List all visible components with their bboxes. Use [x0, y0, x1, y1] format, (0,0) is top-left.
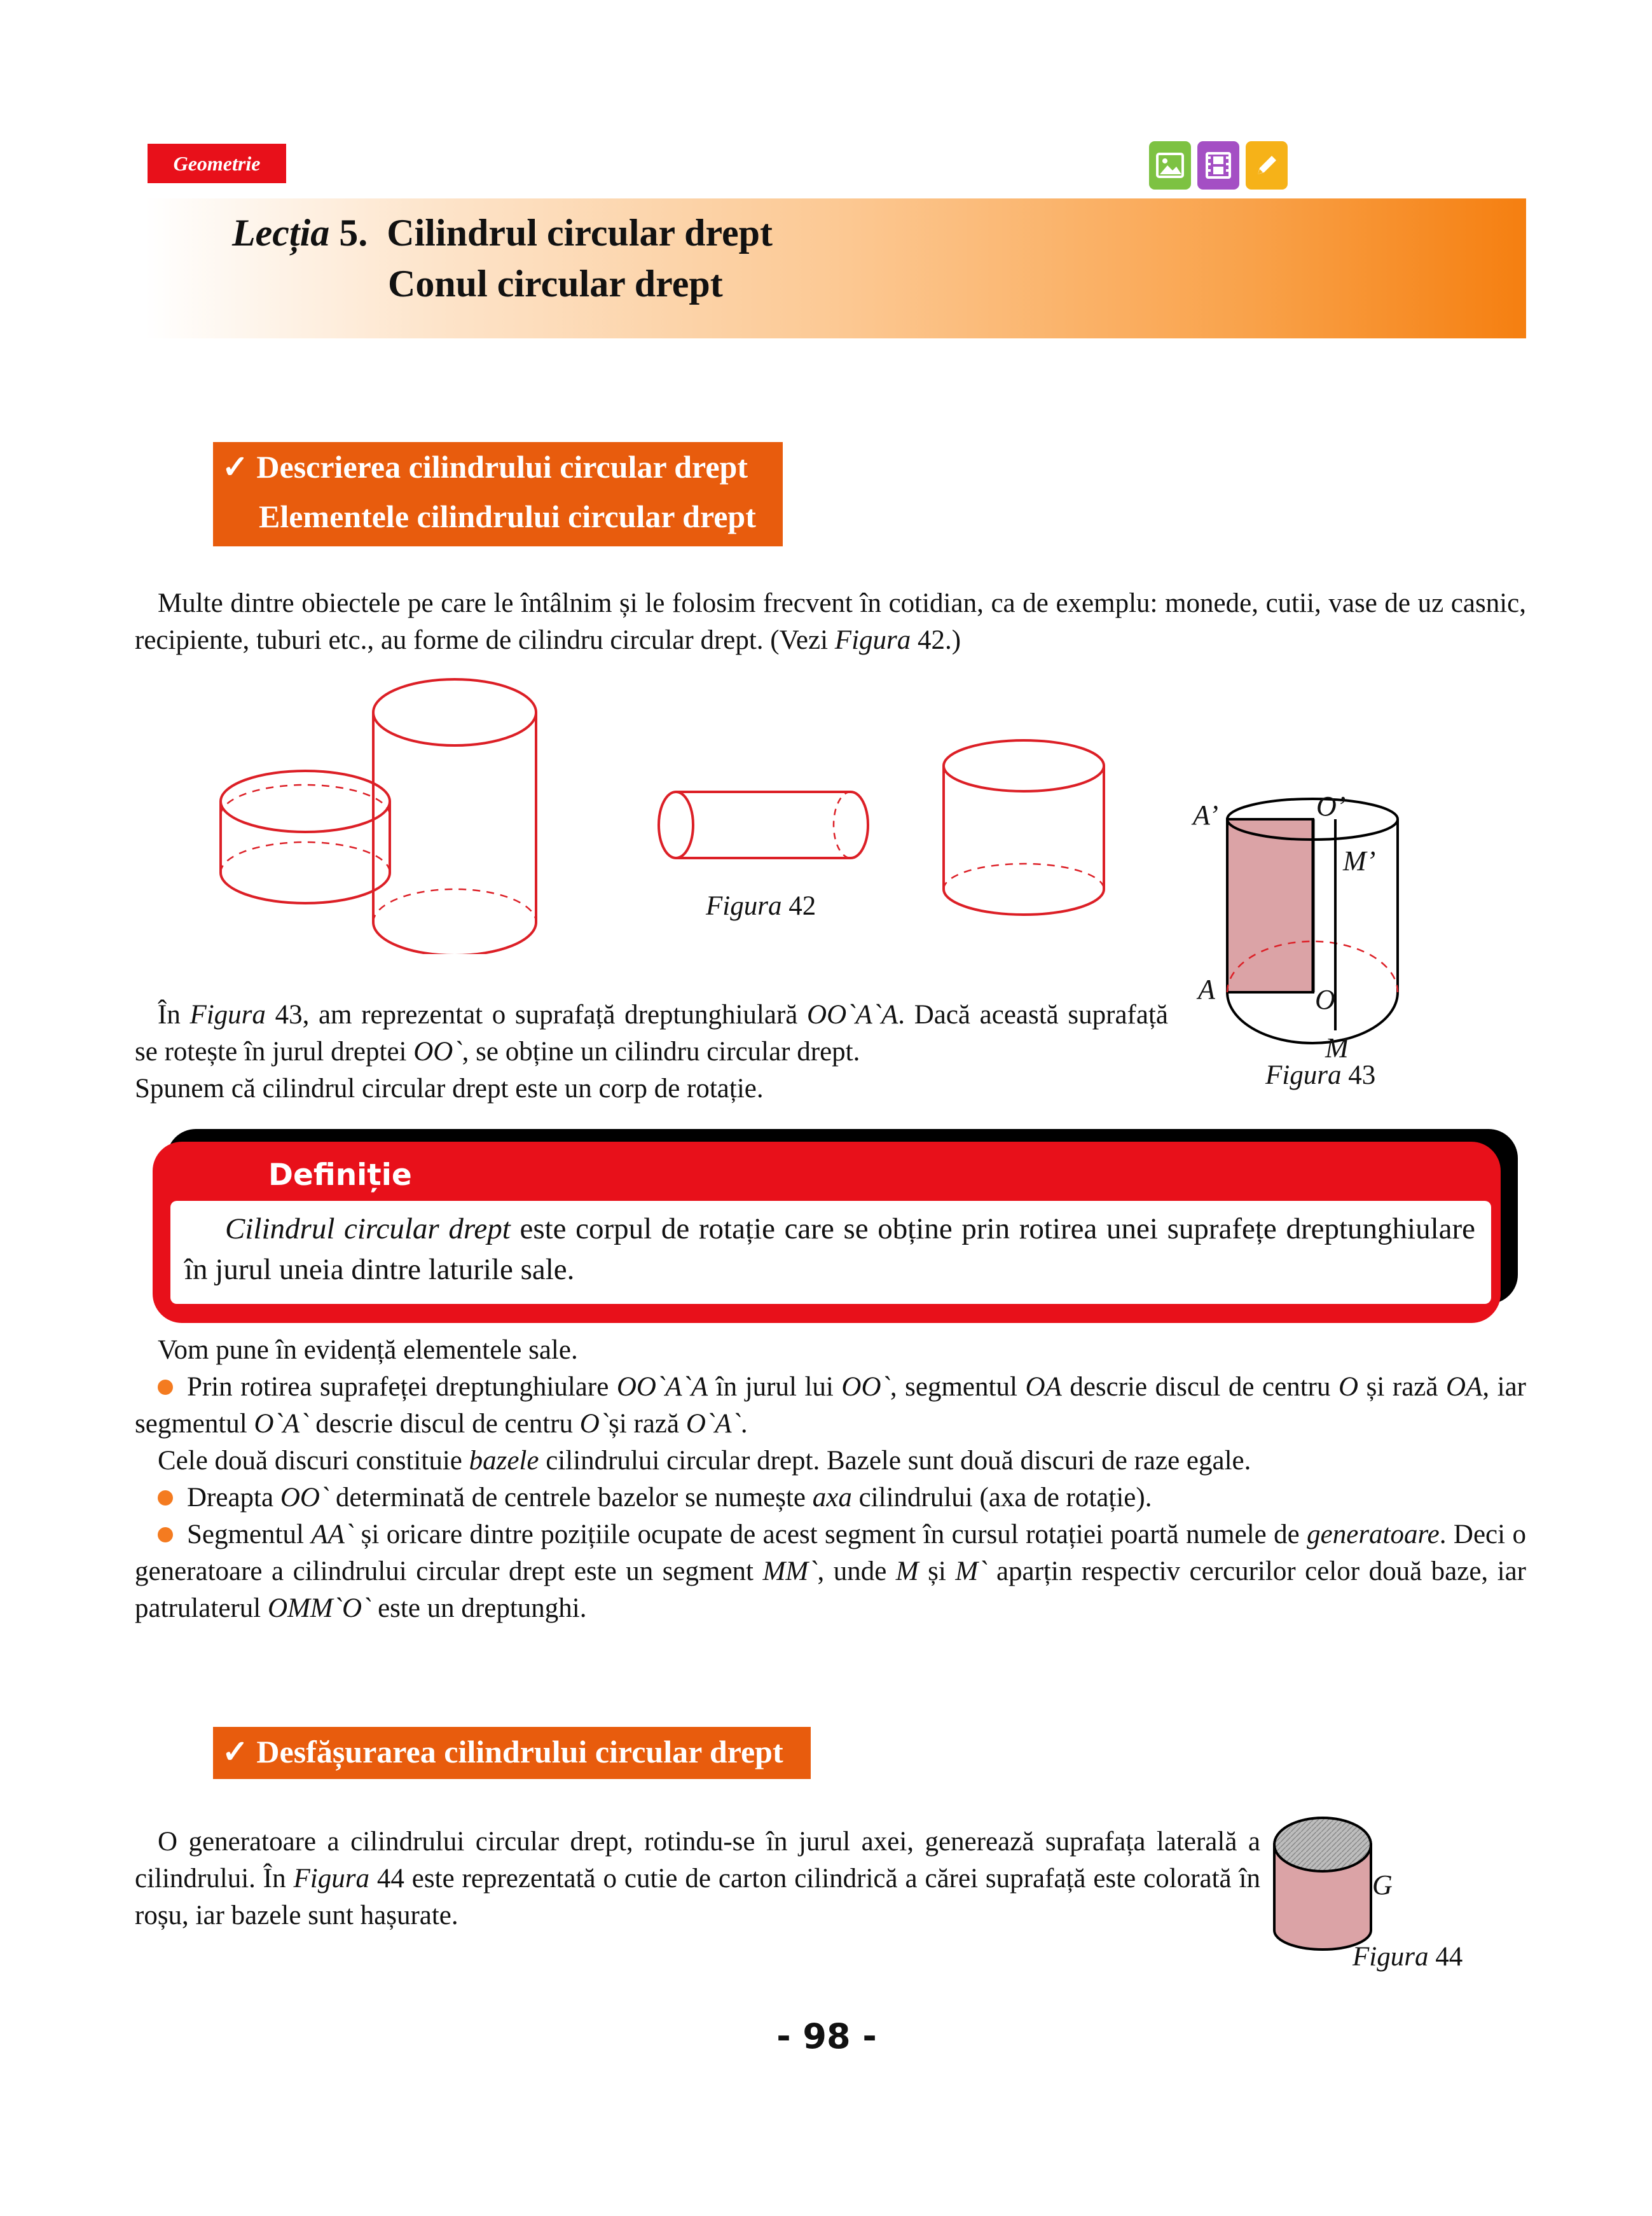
pencil-icon[interactable] — [1246, 141, 1288, 190]
cylinder-tall — [373, 679, 536, 954]
figure-43-word: Figura — [1265, 1060, 1342, 1090]
section-line2: Elementele cilindrului circular drept — [259, 499, 756, 534]
intro-text-b: 42.) — [911, 625, 961, 655]
figure-43-number: 43 — [1348, 1060, 1376, 1090]
figure-43-cylinder — [1183, 763, 1424, 1094]
check-icon: ✓ — [222, 1734, 249, 1769]
bases-sentence: Cele două discuri constituie bazele cilindrului circular drept. Bazele sunt două discuri de raze egale. — [158, 1446, 1251, 1476]
definition-title: Definiție — [268, 1158, 412, 1193]
figure-44-number: 44 — [1435, 1942, 1463, 1972]
section-line1: Descrierea cilindrului circular drept — [256, 449, 748, 485]
page-number: - 98 - — [776, 2016, 877, 2056]
figure-42-word: Figura — [706, 891, 782, 921]
bullet-dot — [158, 1490, 173, 1506]
lesson-number: 5. — [339, 212, 368, 254]
figure-43-paragraph — [135, 997, 1168, 1107]
figure-43-caption — [1265, 1060, 1375, 1091]
intro-text-a: Multe dintre obiectele pe care le întâlnim și le folosim frecvent în cotidian, ca de exemplu: monede, cutii, vase de uz casnic, recipiente, tuburi etc., au forme de cilindru circular drept. (Vezi — [135, 588, 1526, 655]
film-icon[interactable] — [1197, 141, 1239, 190]
fig43-t1: În — [158, 1000, 190, 1030]
elements-block — [135, 1332, 1526, 1627]
unfold-t2: 44 este reprezentată o cutie de carton cilindrică a cărei suprafață este colorată în roșu, iar bazele sunt hașurate. — [135, 1864, 1260, 1930]
fig43-v2: OO` — [413, 1037, 462, 1067]
cylinder-short — [221, 771, 390, 903]
section-heading-description — [213, 442, 783, 546]
image-icon[interactable] — [1149, 141, 1191, 190]
unfold-t1: O generatoare a cilindrului circular drept, rotindu-se în jurul axei, generează suprafața laterală a cilindrului. În — [135, 1827, 1260, 1894]
cylinder-tube — [659, 792, 868, 858]
fig43-fig-word: Figura — [189, 1000, 266, 1030]
fig43-t3: . Dacă această suprafață se rotește în jurul dreptei — [135, 1000, 1168, 1067]
figure-44-caption — [1353, 1941, 1463, 1972]
intro-paragraph — [135, 585, 1526, 659]
subject-badge: Geometrie — [148, 144, 286, 183]
section2-line1: Desfășurarea cilindrului circular drept — [256, 1734, 783, 1769]
label-m: M — [1325, 1032, 1349, 1063]
bullet-dot — [158, 1527, 173, 1542]
figure-42-number: 42 — [788, 891, 816, 921]
fig43-t2: 43, am reprezentat o suprafață dreptunghiulară — [265, 1000, 808, 1030]
figure-42-caption — [706, 890, 816, 922]
bullet-3: Segmentul AA` și oricare dintre pozițiile ocupate de acest segment în cursul rotației poartă numele de generatoare. Deci o generatoare a cilindrului circular drept este un segment MM`, unde M și M` aparțin respectiv cercurilor celor două baze, iar patrulaterul OMM`O` este un dreptunghi. — [135, 1520, 1526, 1623]
definition-body: este corpul de rotație care se obține prin rotirea unei suprafețe dreptunghiulare în jurul uneia dintre laturile sale. — [184, 1212, 1476, 1286]
lesson-title-line2: Conul circular drept — [388, 263, 723, 305]
figure-44-word: Figura — [1353, 1942, 1429, 1972]
label-o: O — [1315, 984, 1335, 1015]
elements-intro: Vom pune în evidență elementele sale. — [158, 1335, 578, 1365]
unfold-paragraph — [135, 1824, 1260, 1934]
section-heading-unfolding — [213, 1727, 811, 1779]
lesson-title: Cilindrul circular drept — [387, 212, 773, 254]
definition-text — [184, 1208, 1475, 1290]
lesson-title-line1 — [232, 211, 773, 255]
label-g: G — [1372, 1869, 1393, 1901]
bullet-2: Dreapta OO` determinată de centrele bazelor se numește axa cilindrului (axa de rotație). — [135, 1479, 1526, 1516]
fig43-t4: , se obține un cilindru circular drept. — [462, 1037, 860, 1067]
check-icon: ✓ — [222, 449, 249, 485]
lesson-word: Lecția — [232, 212, 330, 254]
label-m-prime: M’ — [1343, 845, 1376, 876]
bullet-1: Prin rotirea suprafeței dreptunghiulare OO`A`A în jurul lui OO`, segmentul OA descrie discul de centru O și rază OA, iar segmentul O`A` descrie discul de centru O`și rază O`A`. — [135, 1372, 1526, 1439]
figure-44-cylinder — [1265, 1806, 1418, 1959]
cylinder-medium — [916, 738, 1132, 954]
fig43-v1: OO`A`A — [807, 1000, 898, 1030]
definition-term: Cilindrul circular drept — [225, 1212, 511, 1245]
label-a: A — [1198, 974, 1215, 1005]
intro-fig-word: Figura — [834, 625, 911, 655]
label-o-prime: O’ — [1316, 791, 1346, 822]
bullet-dot — [158, 1380, 173, 1395]
unfold-fig-word: Figura — [293, 1864, 369, 1894]
label-a-prime: A’ — [1193, 800, 1218, 831]
fig43-line3: Spunem că cilindrul circular drept este un corp de rotație. — [135, 1074, 764, 1104]
resource-icons — [1149, 141, 1288, 190]
